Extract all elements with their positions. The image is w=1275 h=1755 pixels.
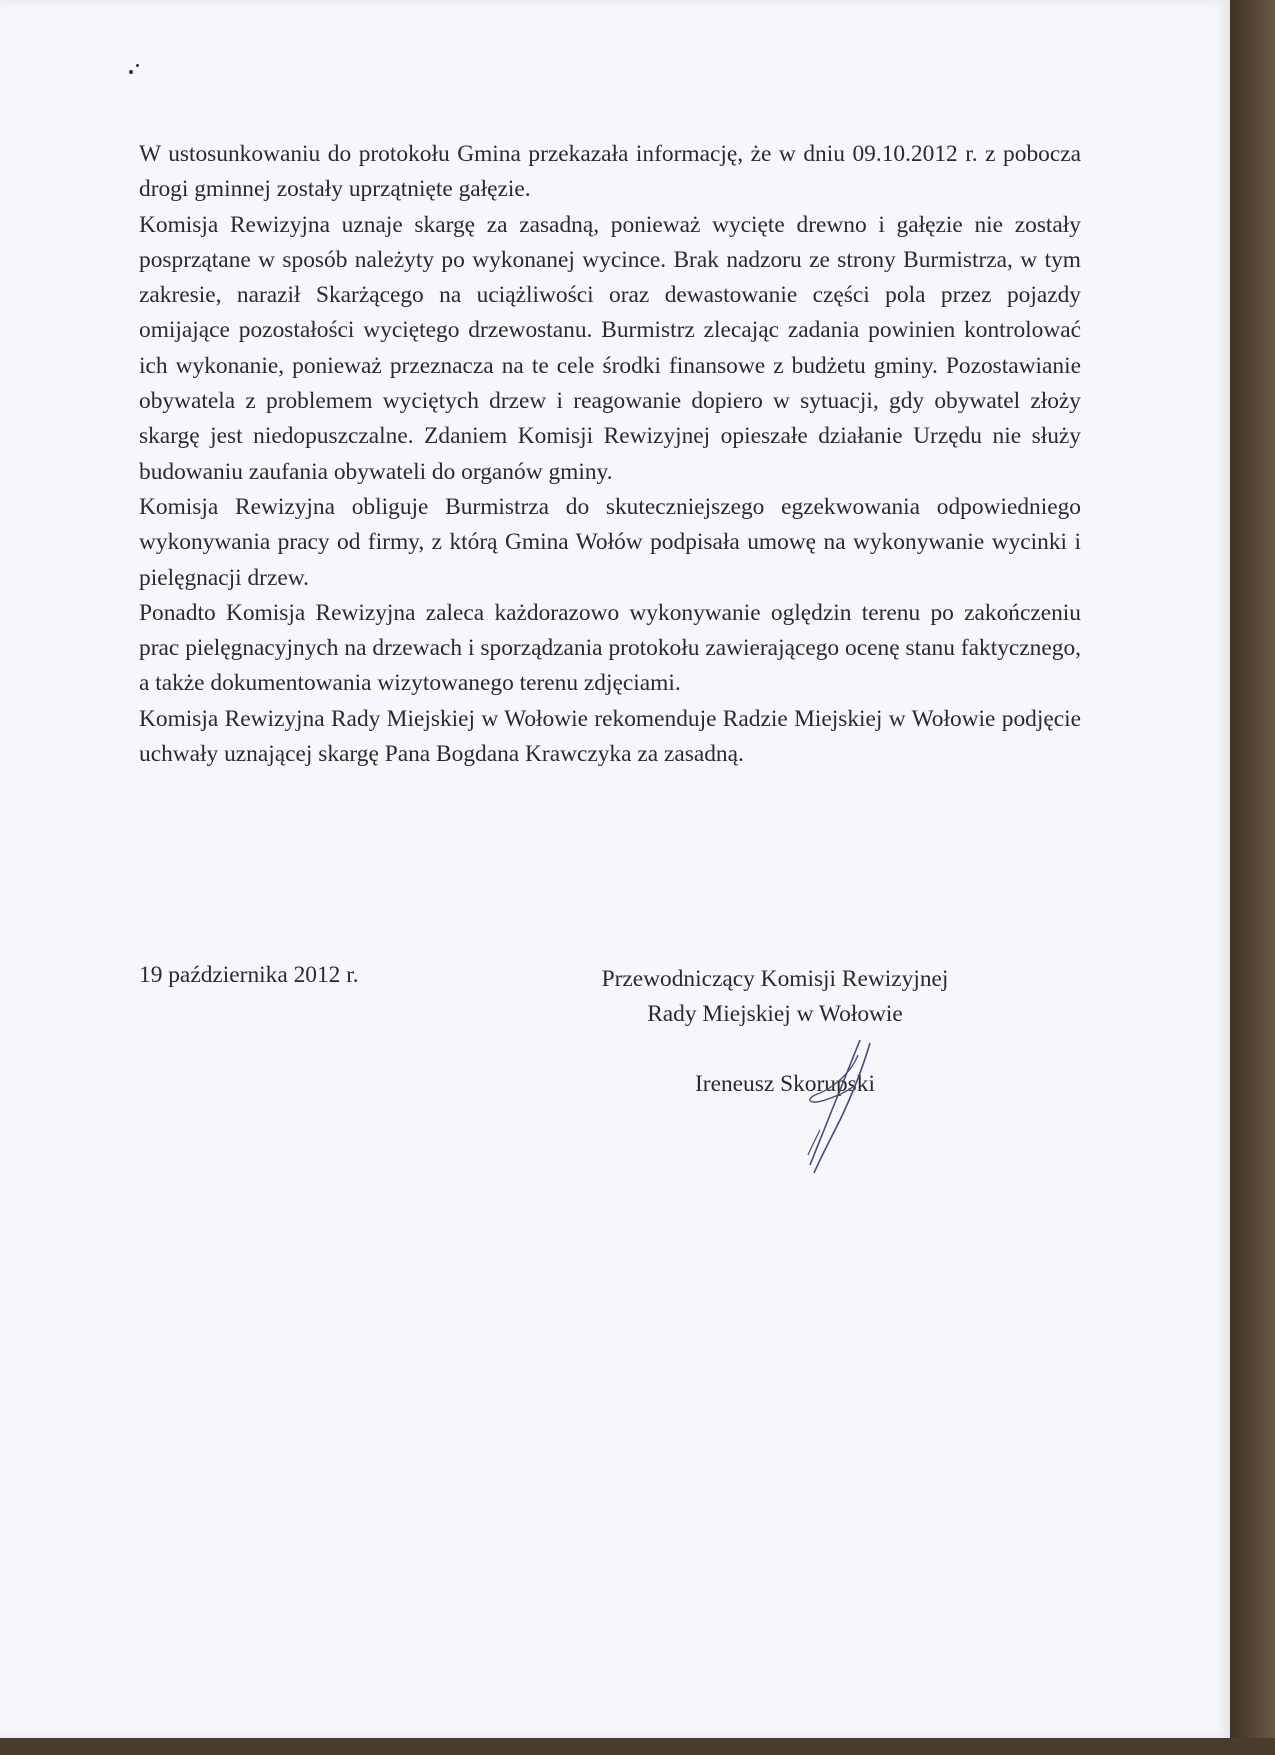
paragraph-recommendation-inspection: Ponadto Komisja Rewizyjna zaleca każdorazowo wykonywanie oględzin terenu po zakończeniu prac pielęgnacyjnych na drzewach i sporządzania protokołu zawierającego ocenę stanu faktycznego, a także dokumentowania wizytowanego terenu zdjęciami. [139, 599, 1081, 697]
paragraph-obligation: Komisja Rewizyjna obliguje Burmistrza do skuteczniejszego egzekwowania odpowiedniego wykonywania pracy od firmy, z którą Gmina Wołów podpisała umowę na wykonywanie wycinki i pielęgnacji drzew. [139, 493, 1081, 591]
signature-title-line1: Przewodniczący Komisji Rewizyjnej [601, 966, 949, 992]
document-date: 19 października 2012 r. [139, 962, 359, 988]
scan-border-bottom [0, 1738, 1275, 1755]
paragraph-resolution-recommendation: Komisja Rewizyjna Rady Miejskiej w Wołowie rekomenduje Radzie Miejskiej w Wołowie podjęcie uchwały uznającej skargę Pana Bogdana Krawczyka za zasadną. [139, 705, 1081, 768]
signature-block [560, 962, 990, 1032]
scan-speck [136, 64, 139, 67]
paragraph-protocol-response: W ustosunkowaniu do protokołu Gmina przekazała informację, że w dniu 09.10.2012 r. z pobocza drogi gminnej zostały uprzątnięte gałęzie. [139, 141, 1081, 203]
scan-border-right [1230, 0, 1275, 1755]
paragraph-complaint-justified: Komisja Rewizyjna uznaje skargę za zasadną, ponieważ wycięte drewno i gałęzie nie zostały posprzątane w sposób należyty po wykonanej wycince. Brak nadzoru ze strony Burmistrza, w tym zakresie, naraził Skarżącego na uciążliwości oraz dewastowanie części pola przez pojazdy omijające pozostałości wyciętego drzewostanu. Burmistrz zlecając zadania powinien kontrolować ich wykonanie, ponieważ przeznacza na te cele środki finansowe z budżetu gminy. Pozostawianie obywatela z problemem wyciętych drzew i reagowanie dopiero w sytuacji, gdy obywatel złoży skargę jest niedopuszczalne. Zdaniem Komisji Rewizyjnej opieszałe działanie Urzędu nie służy budowaniu zaufania obywateli do organów gminy. [139, 211, 1081, 485]
handwritten-signature-icon [780, 1035, 900, 1175]
scan-speck [129, 70, 133, 74]
document-body [139, 137, 1081, 772]
signer-name: Ireneusz Skorupski [695, 1071, 875, 1097]
signature-title-line2: Rady Miejskiej w Wołowie [647, 1001, 903, 1027]
